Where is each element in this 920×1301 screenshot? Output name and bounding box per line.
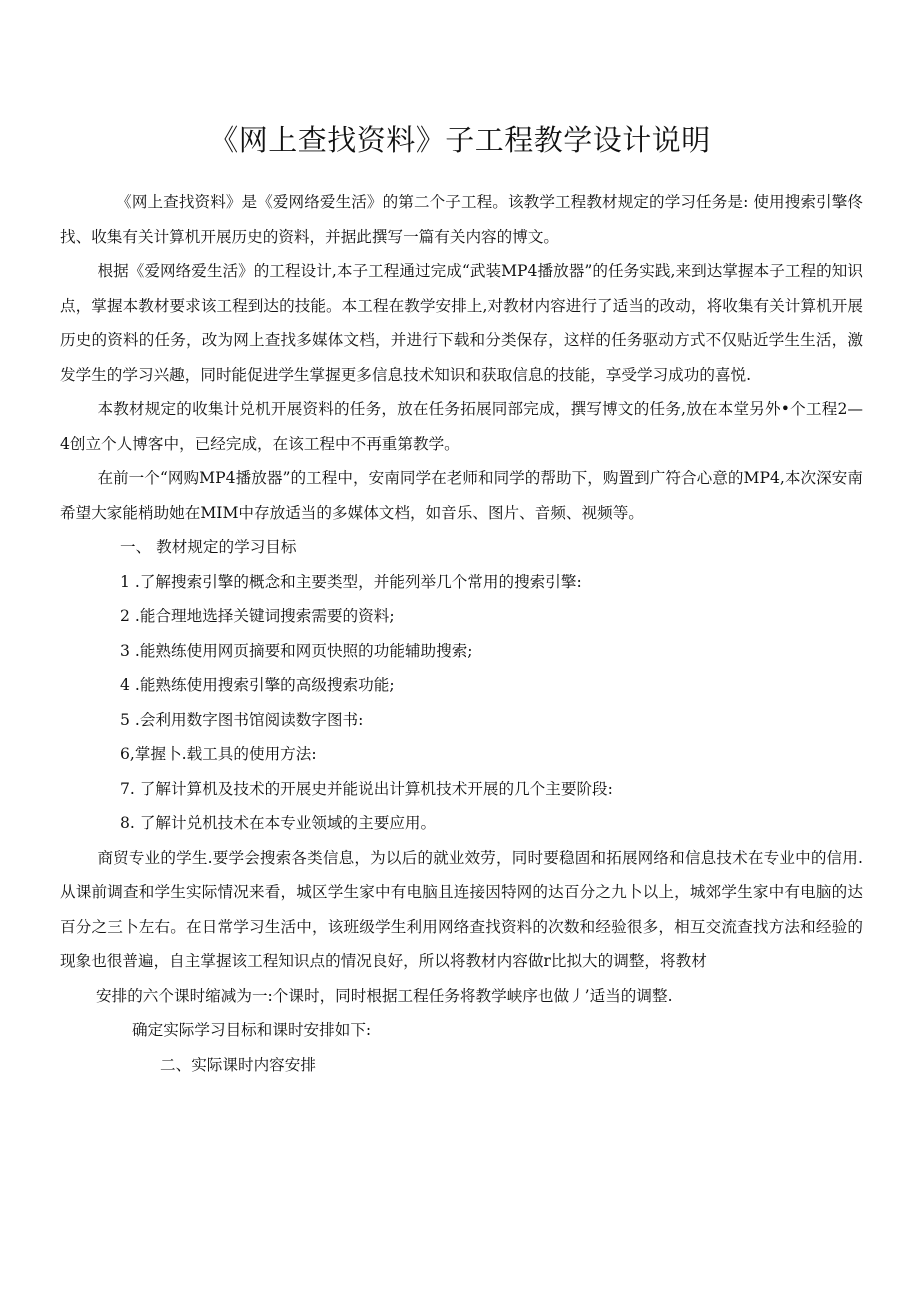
objective-item: 8. 了解计兑机技术在本专业领域的主要应用。 [120,814,437,832]
document-body [60,185,863,1082]
design-paragraph: 根据《爱网络爱生活》的工程设计,本子工程通过完成“武装MP4播放器”的任务实践,来到达掌握本子工程的知识点，掌握本教材要求该工程到达的技能。本工程在教学安排上,对教材内容进行了适当的改动，将收集有关计算机开展历史的资料的任务，改为网上查找多媒体文档，并进行下载和分类保存，这样的任务驱动方式不仅贴近学生生活，激发学生的学习兴趣，同时能促进学生掌握更多信息技术知识和获取信息的技能，享受学习成功的喜悦. [60,262,863,384]
confirm-paragraph: 确定实际学习目标和课时安排如下: [132,1021,372,1039]
objective-item: 5 .会利用数字图书馆阅读数字图书: [120,710,364,729]
section-heading-schedule: 二、实际课时内容安排 [160,1055,316,1074]
objective-item: 3 .能熟练使用网页摘要和网页快照的功能辅助搜索; [120,641,473,660]
analysis-paragraph: 商贸专业的学生.要学会搜索各类信息，为以后的就业效劳，同时要稳固和拓展网络和信息技术在专业中的信用.从课前调查和学生实际情况来看，城区学生家中有电脑且连接因特网的达百分之九卜以上，城郊学生家中有电脑的达百分之三卜左右。在日常学习生活中，该班级学生利用网络查找资料的次数和经验很多，相互交流查找方法和经验的现象也很普遍，自主掌握该工程知识点的情况良好，所以将教材内容做r比拟大的调整，将教材 [60,848,863,970]
objective-item: 6,掌握卜.载工具的使用方法: [120,745,317,763]
intro-paragraph: 《网上查找资料》是《爱网络爱生活》的第二个子工程。该教学工程教材规定的学习任务是: 使用搜索引擎佟找、收集有关计算机开展历史的资料，并据此撰写一篇有关内容的博文。 [60,193,863,246]
objective-item: 2 .能合理地选择关键词搜索需要的资料; [120,607,395,625]
objective-item: 7. 了解计算机及技术的开展史并能说出计算机技术开展的几个主要阶段: [120,779,613,798]
document-title: 《网上查找资料》子工程教学设计说明 [209,123,711,157]
context-paragraph: 在前一个“网购MP4播放器”的工程中，安南同学在老师和同学的帮助下，购置到广符合心意的MP4,本次深安南希望大家能梢助她在MIM中存放适当的多媒体文档，如音乐、图片、音频、视频等。 [60,469,863,522]
objective-item: 4 .能熟练使用搜索引擎的高级搜索功能; [120,676,395,694]
section-heading-objectives: 一、 教材规定的学习目标 [120,538,297,556]
task-paragraph: 本教材规定的收集计兑机开展资料的任务，放在任务拓展同部完成，撰写博文的任务,放在本堂另外•个工程2—4创立个人博客中，已经完成，在该工程中不再重第教学。 [60,400,863,453]
objective-item: 1 .了解搜索引擎的概念和主要类型，并能列举几个常用的搜索引擎: [120,572,582,591]
arrangement-paragraph: 安排的六个课时缩减为一:个课时，同时根据工程任务将教学峡序也做丿’适当的调整. [96,986,673,1005]
